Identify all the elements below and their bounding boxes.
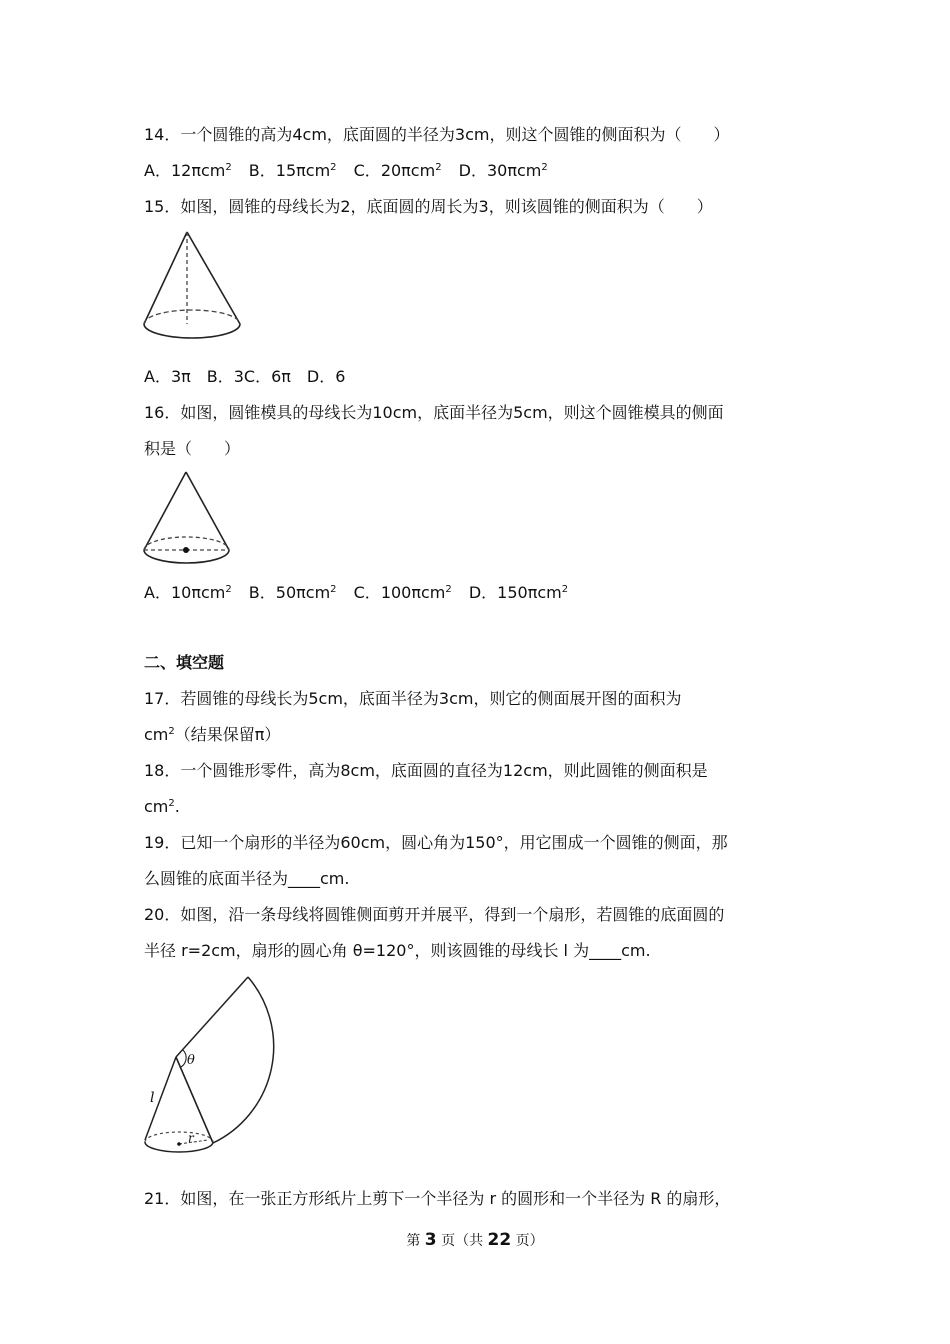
q19-line2: 么圆锥的底面半径为____cm. <box>144 869 350 888</box>
q17-line1: 17．若圆锥的母线长为5cm，底面半径为3cm，则它的侧面展开图的面积为 <box>144 689 682 708</box>
q16-option-c: C．100πcm$^2$ <box>353 583 452 602</box>
footer-total-pages: 22 <box>487 1230 512 1250</box>
cone-base-back-dashed <box>145 1132 213 1142</box>
theta-label: θ <box>187 1053 195 1068</box>
section-heading-fill-in: 二、填空题 <box>144 653 225 672</box>
q18-line2: $cm^2$. <box>144 797 180 816</box>
q14-stem: 14．一个圆锥的高为4cm，底面圆的半径为3cm，则这个圆锥的侧面积为（ ） <box>144 125 730 144</box>
q19-line1: 19．已知一个扇形的半径为60cm，圆心角为150°，用它围成一个圆锥的侧面，那 <box>144 833 728 852</box>
cone-base-front <box>144 324 240 338</box>
cone-side-right <box>176 1057 213 1143</box>
q18-line1: 18．一个圆锥形零件，高为8cm，底面圆的直径为12cm，则此圆锥的侧面积是 <box>144 761 708 780</box>
q16-options <box>144 582 580 604</box>
q15-cone-figure <box>136 226 256 356</box>
q17-line2: $cm^2$（结果保留π） <box>144 725 281 744</box>
q16-option-d: D．150πcm$^2$ <box>468 583 569 602</box>
q16-stem-line1: 16．如图，圆锥模具的母线长为10cm，底面半径为5cm，则这个圆锥模具的侧面 <box>144 403 724 422</box>
cone-base-center-dot <box>177 1142 181 1146</box>
q21-line1: 21．如图，在一张正方形纸片上剪下一个半径为 r 的圆形和一个半径为 R 的扇形， <box>144 1189 731 1208</box>
q14-option-d: D．30πcm$^2$ <box>458 161 548 180</box>
q16-option-a: A．10πcm$^2$ <box>144 583 232 602</box>
q15-stem: 15．如图，圆锥的母线长为2，底面圆的周长为3，则该圆锥的侧面积为（ ） <box>144 197 713 216</box>
cone-side-right <box>187 232 240 324</box>
q16-option-b: B．50πcm$^2$ <box>248 583 337 602</box>
q14-option-a: A．12πcm$^2$ <box>144 161 232 180</box>
cone-base-center-dot <box>183 547 189 553</box>
q14-options <box>144 160 560 182</box>
r-label: r <box>188 1131 194 1145</box>
cone-side-right <box>186 472 229 550</box>
q20-line2: 半径 r=2cm，扇形的圆心角 θ=120°，则该圆锥的母线长 l 为____cm. <box>144 941 651 960</box>
q20-sector-cone-figure <box>136 972 296 1168</box>
cone-side-left <box>144 472 186 550</box>
cone-base-back-dashed <box>144 310 240 324</box>
footer-page-number: 3 <box>424 1230 437 1250</box>
q15-options: A．3π B．3C．6π D．6 <box>144 367 346 386</box>
theta-angle-arc <box>181 1050 186 1067</box>
q20-line1: 20．如图，沿一条母线将圆锥侧面剪开并展平，得到一个扇形，若圆锥的底面圆的 <box>144 905 725 924</box>
q16-cone-figure <box>138 468 238 570</box>
q16-stem-line2: 积是（ ） <box>144 439 241 458</box>
page-footer: 第 3 页（共 22 页） <box>406 1230 544 1250</box>
sector-arc <box>213 977 274 1143</box>
q14-option-c: C．20πcm$^2$ <box>353 161 442 180</box>
q14-option-b: B．15πcm$^2$ <box>248 161 337 180</box>
sector-radius-upper <box>176 977 248 1057</box>
l-label: l <box>150 1090 155 1106</box>
